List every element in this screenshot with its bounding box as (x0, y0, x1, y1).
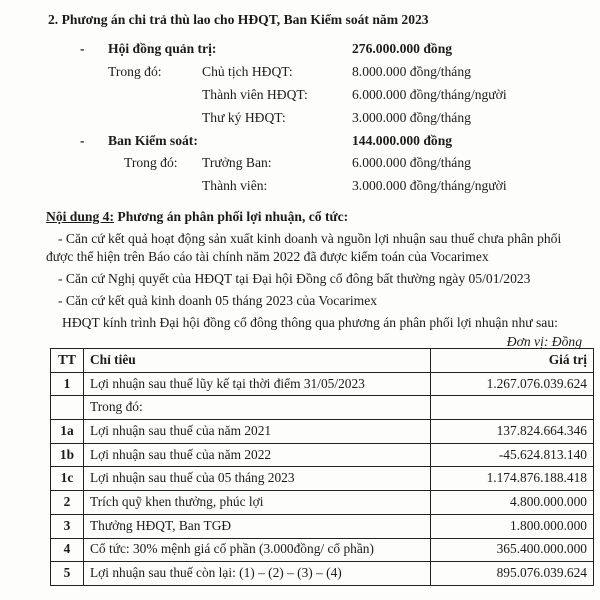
row-item: Lợi nhuận sau thuế còn lại: (1) – (2) – (3) – (4) (84, 562, 431, 586)
basis-line: được thể hiện trên Báo cáo tài chính năm 2022 đã được kiểm toán của Vocarimex (46, 249, 489, 264)
board-label: Hội đồng quản trị: (108, 41, 217, 56)
row-item: Lợi nhuận sau thuế của 05 tháng 2023 (84, 467, 431, 491)
row-value: 4.800.000.000 (431, 491, 594, 515)
in-which-label: Trong đó: (108, 64, 162, 79)
basis-line: - Căn cứ Nghị quyết của HĐQT tại Đại hội Đồng cổ đông bất thường ngày 05/01/2023 (58, 271, 531, 286)
header-value: Giá trị (431, 349, 594, 373)
supervisory-label: Ban Kiểm soát: (108, 133, 198, 148)
board-total: 276.000.000 đồng (352, 41, 453, 56)
row-number: 4 (51, 538, 84, 562)
role-label: Thành viên: (202, 178, 268, 193)
table-row (51, 467, 594, 491)
row-item: Trích quỹ khen thưởng, phúc lợi (84, 491, 431, 515)
row-item: Lợi nhuận sau thuế lũy kế tại thời điểm 31/05/2023 (84, 372, 431, 396)
profit-distribution-table (50, 348, 594, 586)
row-value: 365.400.000.000 (431, 538, 594, 562)
basis-line: - Căn cứ kết quả kinh doanh 05 tháng 2023 của Vocarimex (58, 293, 378, 308)
row-item: Lợi nhuận sau thuế của năm 2022 (84, 443, 431, 467)
table-row (51, 372, 594, 396)
row-item: Thưởng HĐQT, Ban TGĐ (84, 514, 431, 538)
section-heading: 2. Phương án chi trả thù lao cho HĐQT, Ban Kiểm soát năm 2023 (48, 12, 429, 27)
role-label: Trưởng Ban: (202, 155, 272, 170)
supervisory-total: 144.000.000 đồng (352, 133, 453, 148)
table-row (51, 491, 594, 515)
row-number: 1b (51, 443, 84, 467)
basis-line: - Căn cứ kết quả hoạt động sản xuất kinh doanh và nguồn lợi nhuận sau thuế chưa phân phối (58, 231, 562, 246)
bullet: - (80, 133, 85, 148)
role-label: Thư ký HĐQT: (202, 110, 286, 125)
row-value: 1.800.000.000 (431, 514, 594, 538)
row-number: 1c (51, 467, 84, 491)
role-label: Thành viên HĐQT: (202, 87, 308, 102)
row-number (51, 396, 84, 420)
content4-label: Nội dung 4: (46, 209, 114, 224)
row-number: 3 (51, 514, 84, 538)
table-row (51, 420, 594, 444)
role-amount: 3.000.000 đồng/tháng/người (352, 178, 507, 193)
role-amount: 8.000.000 đồng/tháng (352, 64, 471, 79)
role-amount: 6.000.000 đồng/tháng/người (352, 87, 507, 102)
row-value: 1.267.076.039.624 (431, 372, 594, 396)
role-label: Chủ tịch HĐQT: (202, 64, 293, 79)
row-value: 1.174.876.188.418 (431, 467, 594, 491)
table-row (51, 538, 594, 562)
row-value: -45.624.813.140 (431, 443, 594, 467)
row-number: 5 (51, 562, 84, 586)
unit-label: Đơn vị: Đồng (506, 334, 582, 349)
table-row (51, 396, 594, 420)
row-number: 2 (51, 491, 84, 515)
row-item: Cổ tức: 30% mệnh giá cổ phần (3.000đồng/ cổ phần) (84, 538, 431, 562)
row-value (431, 396, 594, 420)
table-row (51, 443, 594, 467)
in-which-label: Trong đó: (124, 155, 178, 170)
content4-heading (46, 209, 348, 226)
bullet: - (80, 41, 85, 56)
table-row (51, 562, 594, 586)
role-amount: 6.000.000 đồng/tháng (352, 155, 471, 170)
table-header-row (51, 349, 594, 373)
row-number: 1 (51, 372, 84, 396)
content4-title: Phương án phân phối lợi nhuận, cổ tức: (114, 209, 349, 224)
role-amount: 3.000.000 đồng/tháng (352, 110, 471, 125)
intro-text: HĐQT kính trình Đại hội đồng cổ đông thông qua phương án phân phối lợi nhuận như sau: (62, 315, 558, 330)
table-row (51, 514, 594, 538)
row-item: Lợi nhuận sau thuế của năm 2021 (84, 420, 431, 444)
row-value: 895.076.039.624 (431, 562, 594, 586)
header-tt: TT (51, 349, 84, 373)
header-item: Chỉ tiêu (84, 349, 431, 373)
row-value: 137.824.664.346 (431, 420, 594, 444)
row-number: 1a (51, 420, 84, 444)
row-item: Trong đó: (84, 396, 431, 420)
